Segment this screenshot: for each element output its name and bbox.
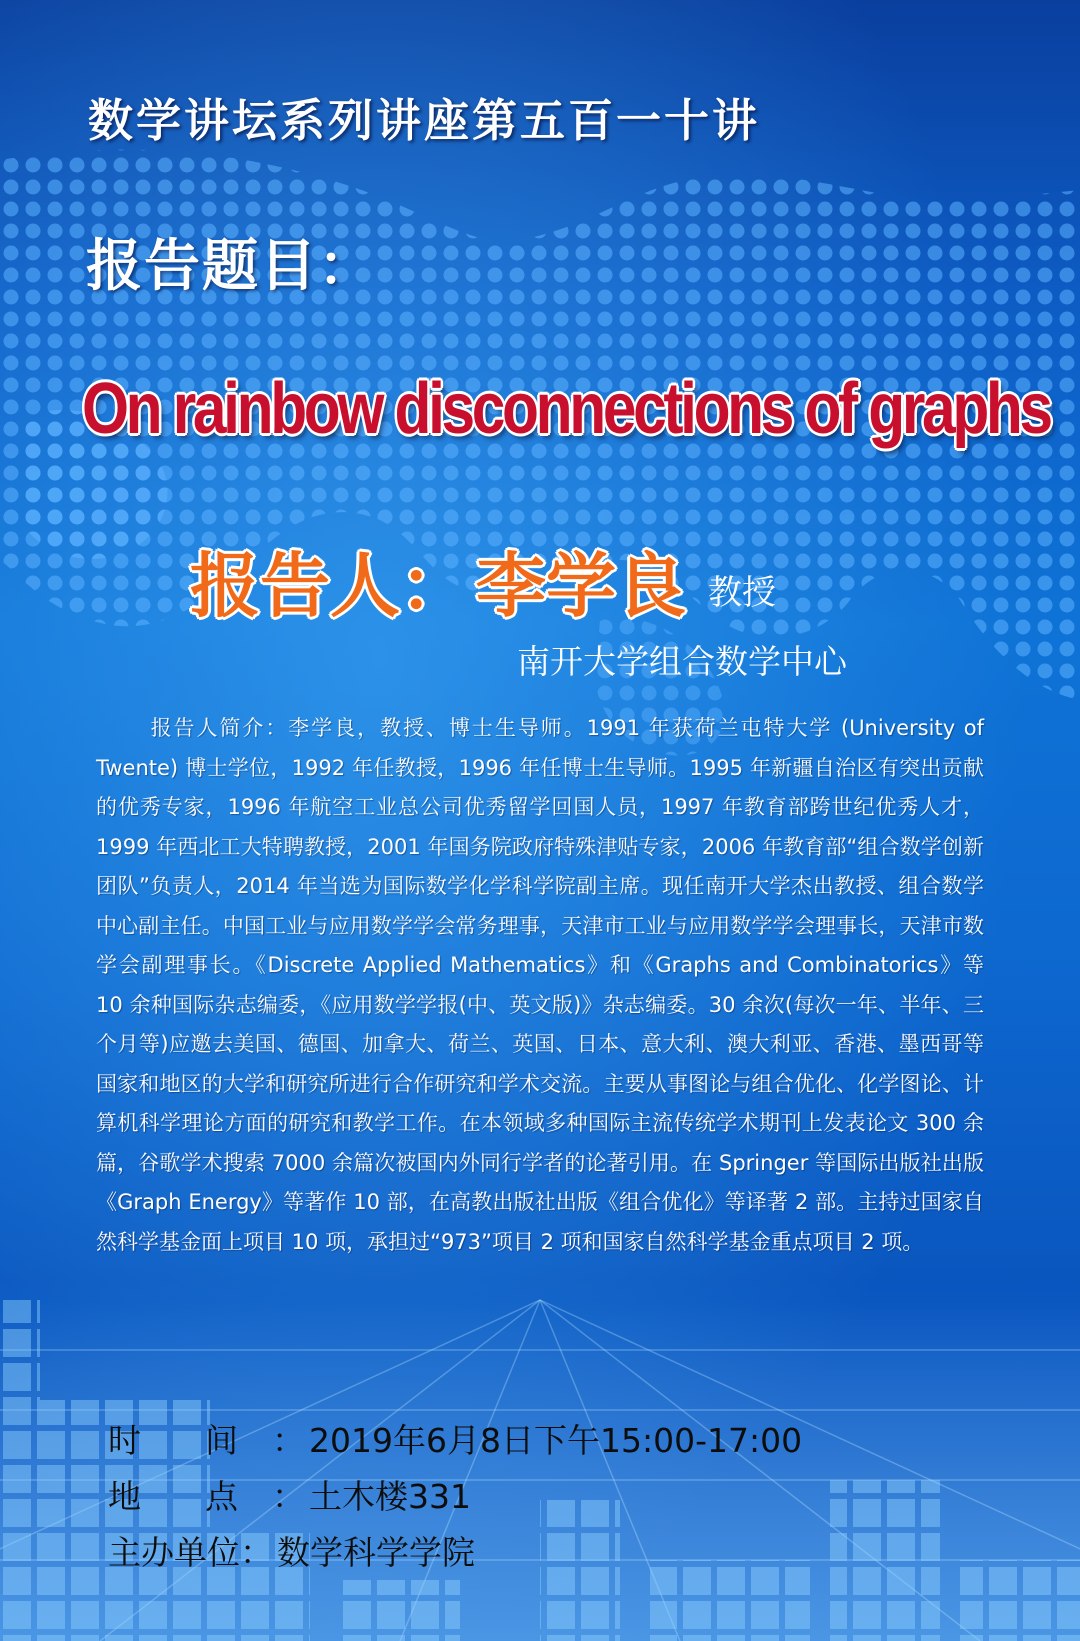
speaker-title: 教授: [708, 573, 776, 613]
time-value: 2019年6月8日下午15:00-17:00: [309, 1420, 803, 1460]
talk-title: On rainbow disconnections of graphs: [82, 369, 1050, 449]
place-value: 土木楼331: [309, 1476, 471, 1516]
speaker-name: 李学良: [476, 544, 686, 627]
speaker-line: [190, 530, 776, 631]
place-row: [108, 1466, 802, 1522]
host-value: 数学科学学院: [277, 1532, 475, 1572]
time-row: [108, 1410, 802, 1466]
series-title: 数学讲坛系列讲座第五百一十讲: [88, 94, 761, 147]
speaker-label: 报告人：: [190, 544, 470, 627]
event-details: [108, 1410, 802, 1578]
speaker-bio: 报告人简介：李学良，教授、博士生导师。1991 年获荷兰屯特大学 (University of Twente) 博士学位，1992 年任教授，1996 年任博士生导师。1995 年新疆自治区有突出贡献的优秀专家，1996 年航空工业总公司优秀留学回国人员，1997 年教育部跨世纪优秀人才，1999 年西北工大特聘教授，2001 年国务院政府特殊津贴专家，2006 年教育部“组合数学创新团队”负责人，2014 年当选为国际数学化学科学院副主席。现任南开大学杰出教授、组合数学中心副主任。中国工业与应用数学学会常务理事，天津市工业与应用数学学会理事长，天津市数学会副理事长。《Discrete Applied Mathematics》和《Graphs and Combinatorics》等 10 余种国际杂志编委，《应用数学学报(中、英文版)》杂志编委。30 余次(每次一年、半年、三个月等)应邀去美国、德国、加拿大、荷兰、英国、日本、意大利、澳大利亚、香港、墨西哥等国家和地区的大学和研究所进行合作研究和学术交流。主要从事图论与组合优化、化学图论、计算机科学理论方面的研究和教学工作。在本领域多种国际主流传统学术期刊上发表论文 300 余篇，谷歌学术搜索 7000 余篇次被国内外同行学者的论著引用。在 Springer 等国际出版社出版《Graph Energy》等著作 10 部，在高教出版社出版《组合优化》等译著 2 部。主持过国家自然科学基金面上项目 10 项，承担过“973”项目 2 项和国家自然科学基金重点项目 2 项。: [96, 716, 984, 1254]
speaker-affiliation: 南开大学组合数学中心: [517, 642, 847, 681]
host-label: 主办单位: [108, 1532, 240, 1572]
separator: ：: [240, 1532, 273, 1572]
host-row: [108, 1522, 802, 1578]
time-label: 时 间: [108, 1420, 238, 1460]
topic-label: 报告题目：: [86, 234, 376, 299]
place-label: 地 点: [108, 1476, 238, 1516]
separator: ：: [272, 1476, 305, 1516]
separator: ：: [272, 1420, 305, 1460]
